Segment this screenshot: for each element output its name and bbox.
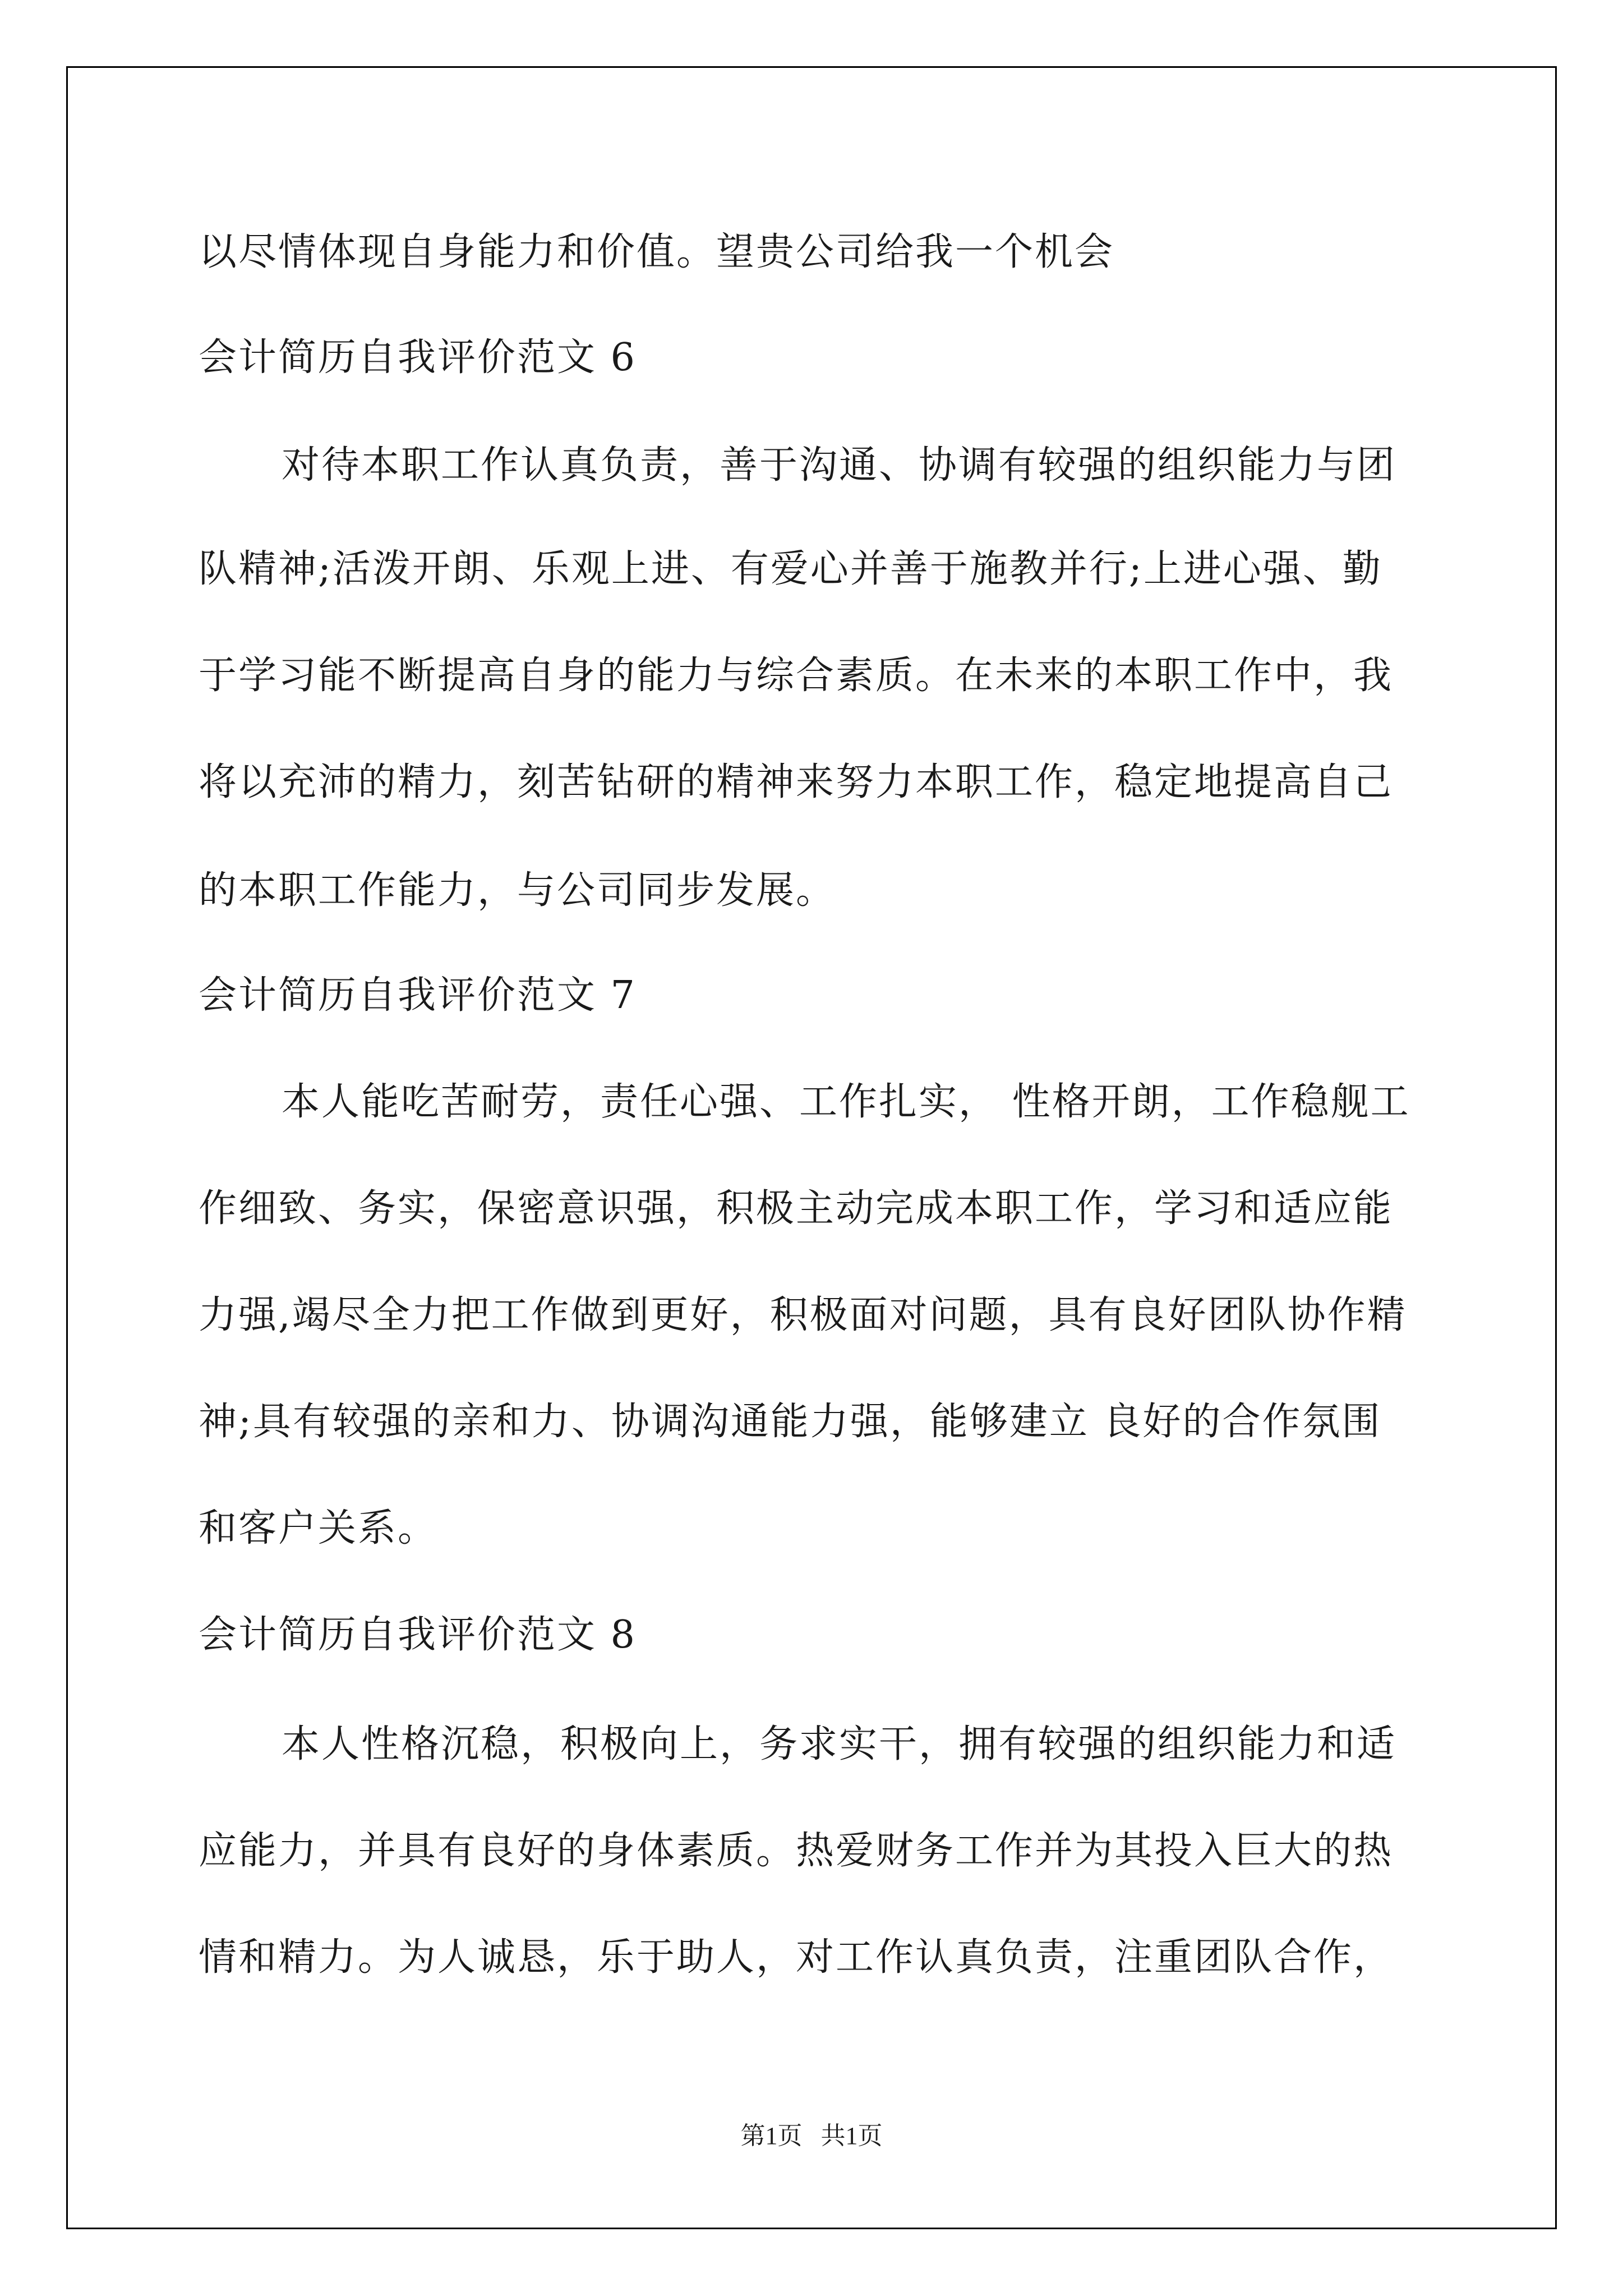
paragraph-7-line-2: 作细致、务实，保密意识强，积极主动完成本职工作，学习和适应能 [199, 1186, 1394, 1231]
paragraph-8-line-3: 情和精力。为人诚恳，乐于助人，对工作认真负责，注重团队合作， [199, 1935, 1394, 1980]
paragraph-6-line-5: 的本职工作能力，与公司同步发展。 [199, 868, 836, 913]
page-number-footer: 第1页 共1页 [740, 2122, 883, 2150]
paragraph-7-line-4: 神;具有较强的亲和力、协调沟通能力强，能够建立 良好的合作氛围 [199, 1400, 1382, 1444]
section-heading-8: 会计简历自我评价范文 8 [199, 1613, 637, 1657]
paragraph-8-line-1: 本人性格沉稳，积极向上，务求实干，拥有较强的组织能力和适 [282, 1722, 1397, 1766]
text-line-continuation: 以尽情体现自身能力和价值。望贵公司给我一个机会 [199, 230, 1115, 274]
section-heading-7: 会计简历自我评价范文 7 [199, 973, 637, 1018]
paragraph-6-line-4: 将以充沛的精力，刻苦钻研的精神来努力本职工作，稳定地提高自己 [199, 760, 1394, 804]
paragraph-7-line-1: 本人能吃苦耐劳，责任心强、工作扎实， 性格开朗，工作稳舰工 [282, 1080, 1410, 1124]
section-heading-6: 会计简历自我评价范文 6 [199, 335, 637, 380]
page-border [66, 66, 1557, 2229]
paragraph-7-line-5: 和客户关系。 [199, 1506, 438, 1550]
paragraph-6-line-1: 对待本职工作认真负责，善于沟通、协调有较强的组织能力与团 [282, 443, 1397, 487]
paragraph-6-line-2: 队精神;活泼开朗、乐观上进、有爱心并善于施教并行;上进心强、勤 [199, 547, 1382, 591]
paragraph-6-line-3: 于学习能不断提高自身的能力与综合素质。在未来的本职工作中，我 [199, 654, 1394, 698]
paragraph-8-line-2: 应能力，并具有良好的身体素质。热爱财务工作并为其投入巨大的热 [199, 1829, 1394, 1873]
paragraph-7-line-3: 力强,竭尽全力把工作做到更好，积极面对问题，具有良好团队协作精 [199, 1293, 1407, 1337]
